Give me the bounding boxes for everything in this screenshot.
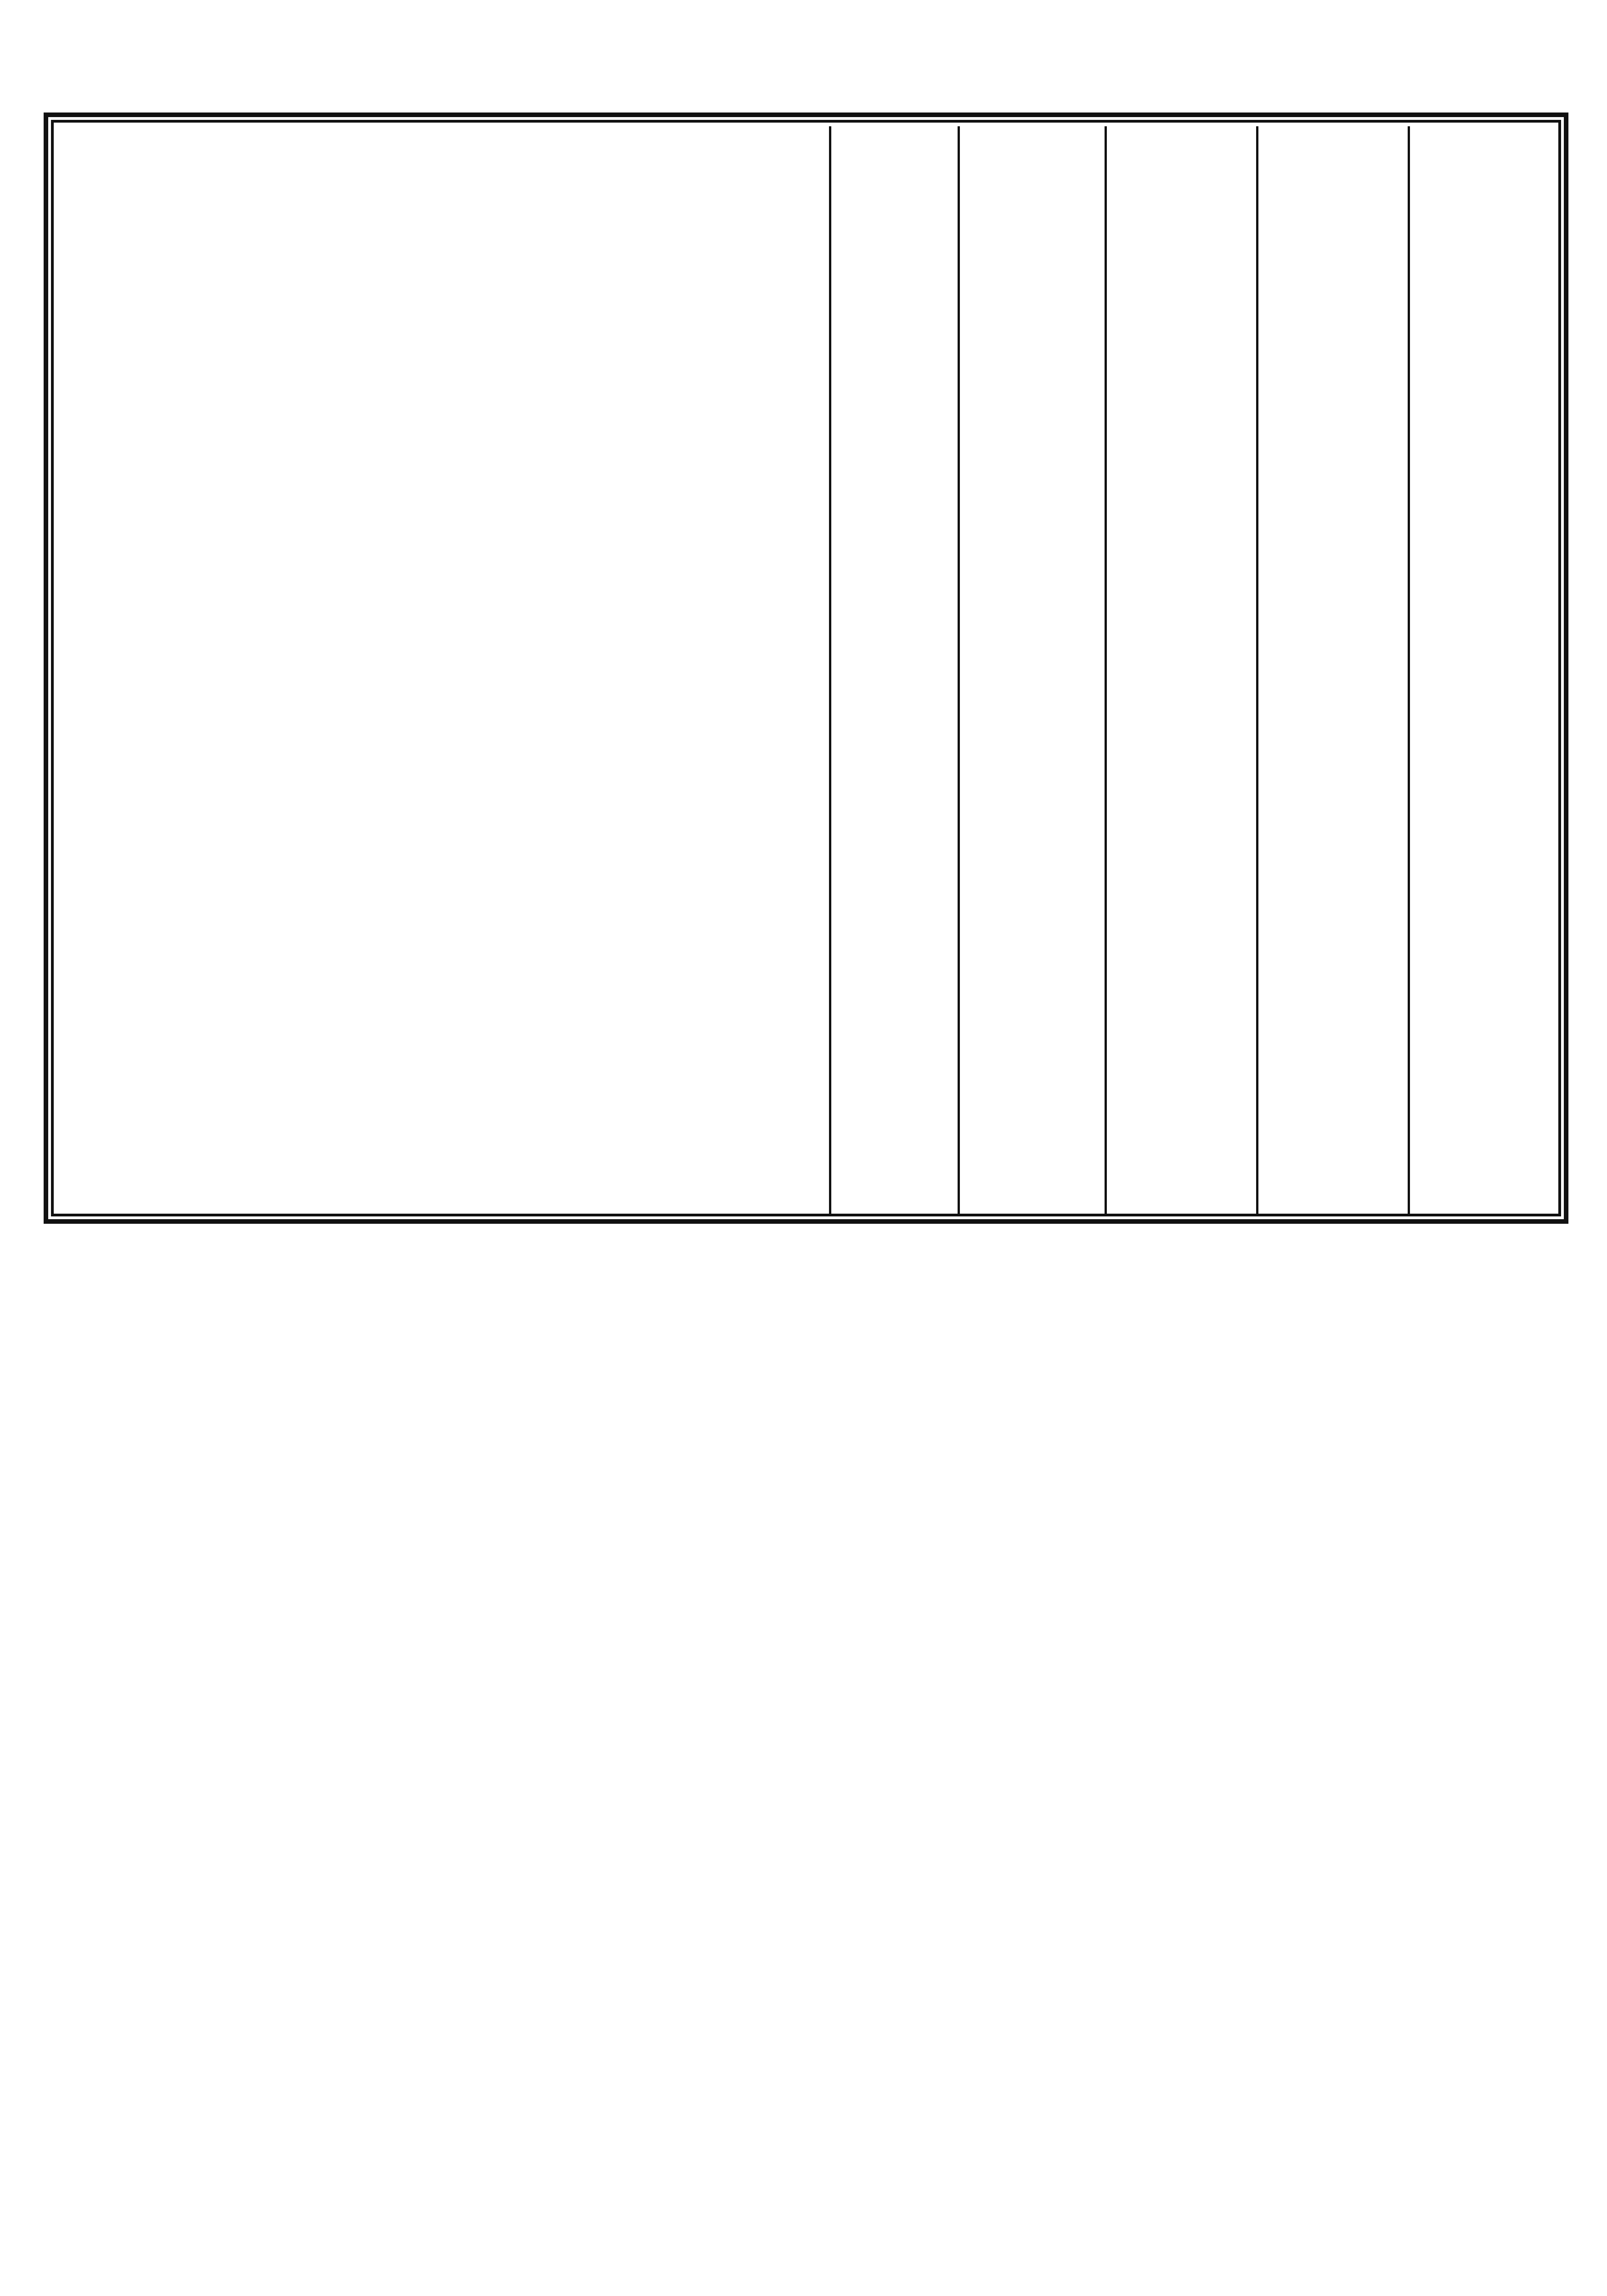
text-column xyxy=(1105,126,1256,1215)
text-column xyxy=(1408,126,1559,1215)
text-column-empty xyxy=(1031,126,1105,1215)
text-column xyxy=(1256,126,1408,1215)
top-page-frame xyxy=(44,113,1568,1224)
text-column xyxy=(829,126,958,1215)
